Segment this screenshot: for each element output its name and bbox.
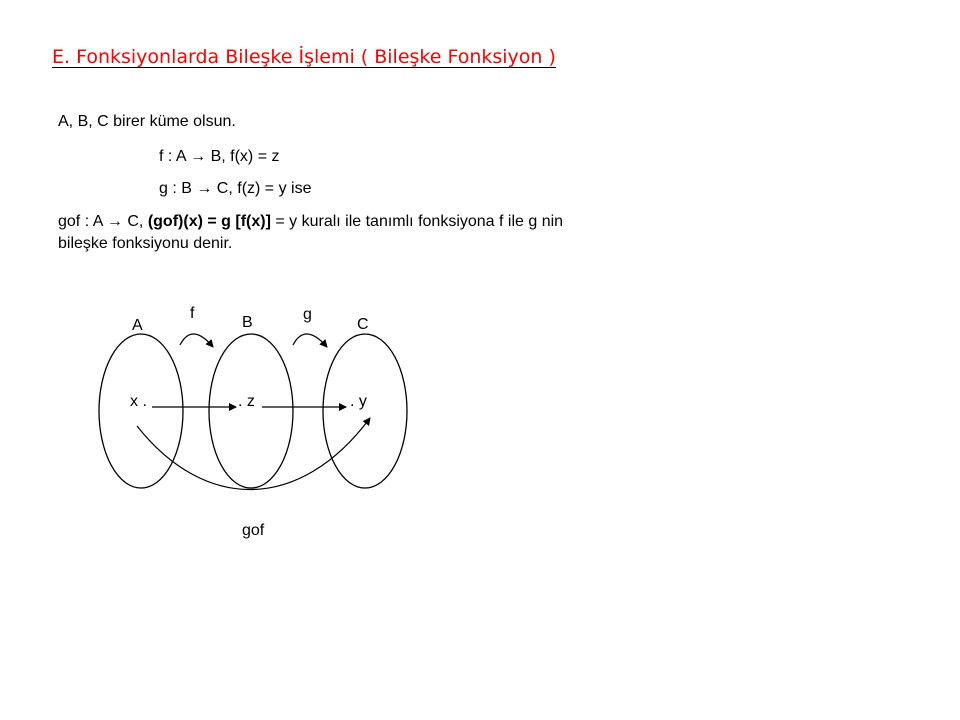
set-b-ellipse [209,334,293,488]
g-arrow [293,334,327,347]
element-x: x . [130,393,147,410]
definition-suffix: = y kuralı ile tanımlı fonksiyona f ile g nin [270,213,564,230]
element-z: . z [238,393,255,410]
set-c-ellipse [323,334,407,488]
set-c-label: C [357,316,369,333]
f-label: f [190,305,195,322]
f-definition: f : A → B, f(x) = z [159,148,280,165]
set-a-label: A [132,317,143,334]
set-a-ellipse [99,334,183,488]
page-title: E. Fonksiyonlarda Bileşke İşlemi ( Bileşke Fonksiyon ) [52,46,556,68]
element-y: . y [350,393,367,410]
g-label: g [303,306,312,323]
definition-line-2: bileşke fonksiyonu denir. [58,235,233,252]
definition-formula: (gof)(x) = g [f(x)] [147,213,271,230]
g-definition: g : B → C, f(z) = y ise [159,180,312,197]
set-b-label: B [242,314,253,331]
intro-text: A, B, C birer küme olsun. [58,113,236,130]
gof-label: gof [242,522,265,539]
gof-arrow [137,418,370,490]
f-arrow [180,334,213,347]
definition-prefix: gof : A → C, [58,213,148,230]
